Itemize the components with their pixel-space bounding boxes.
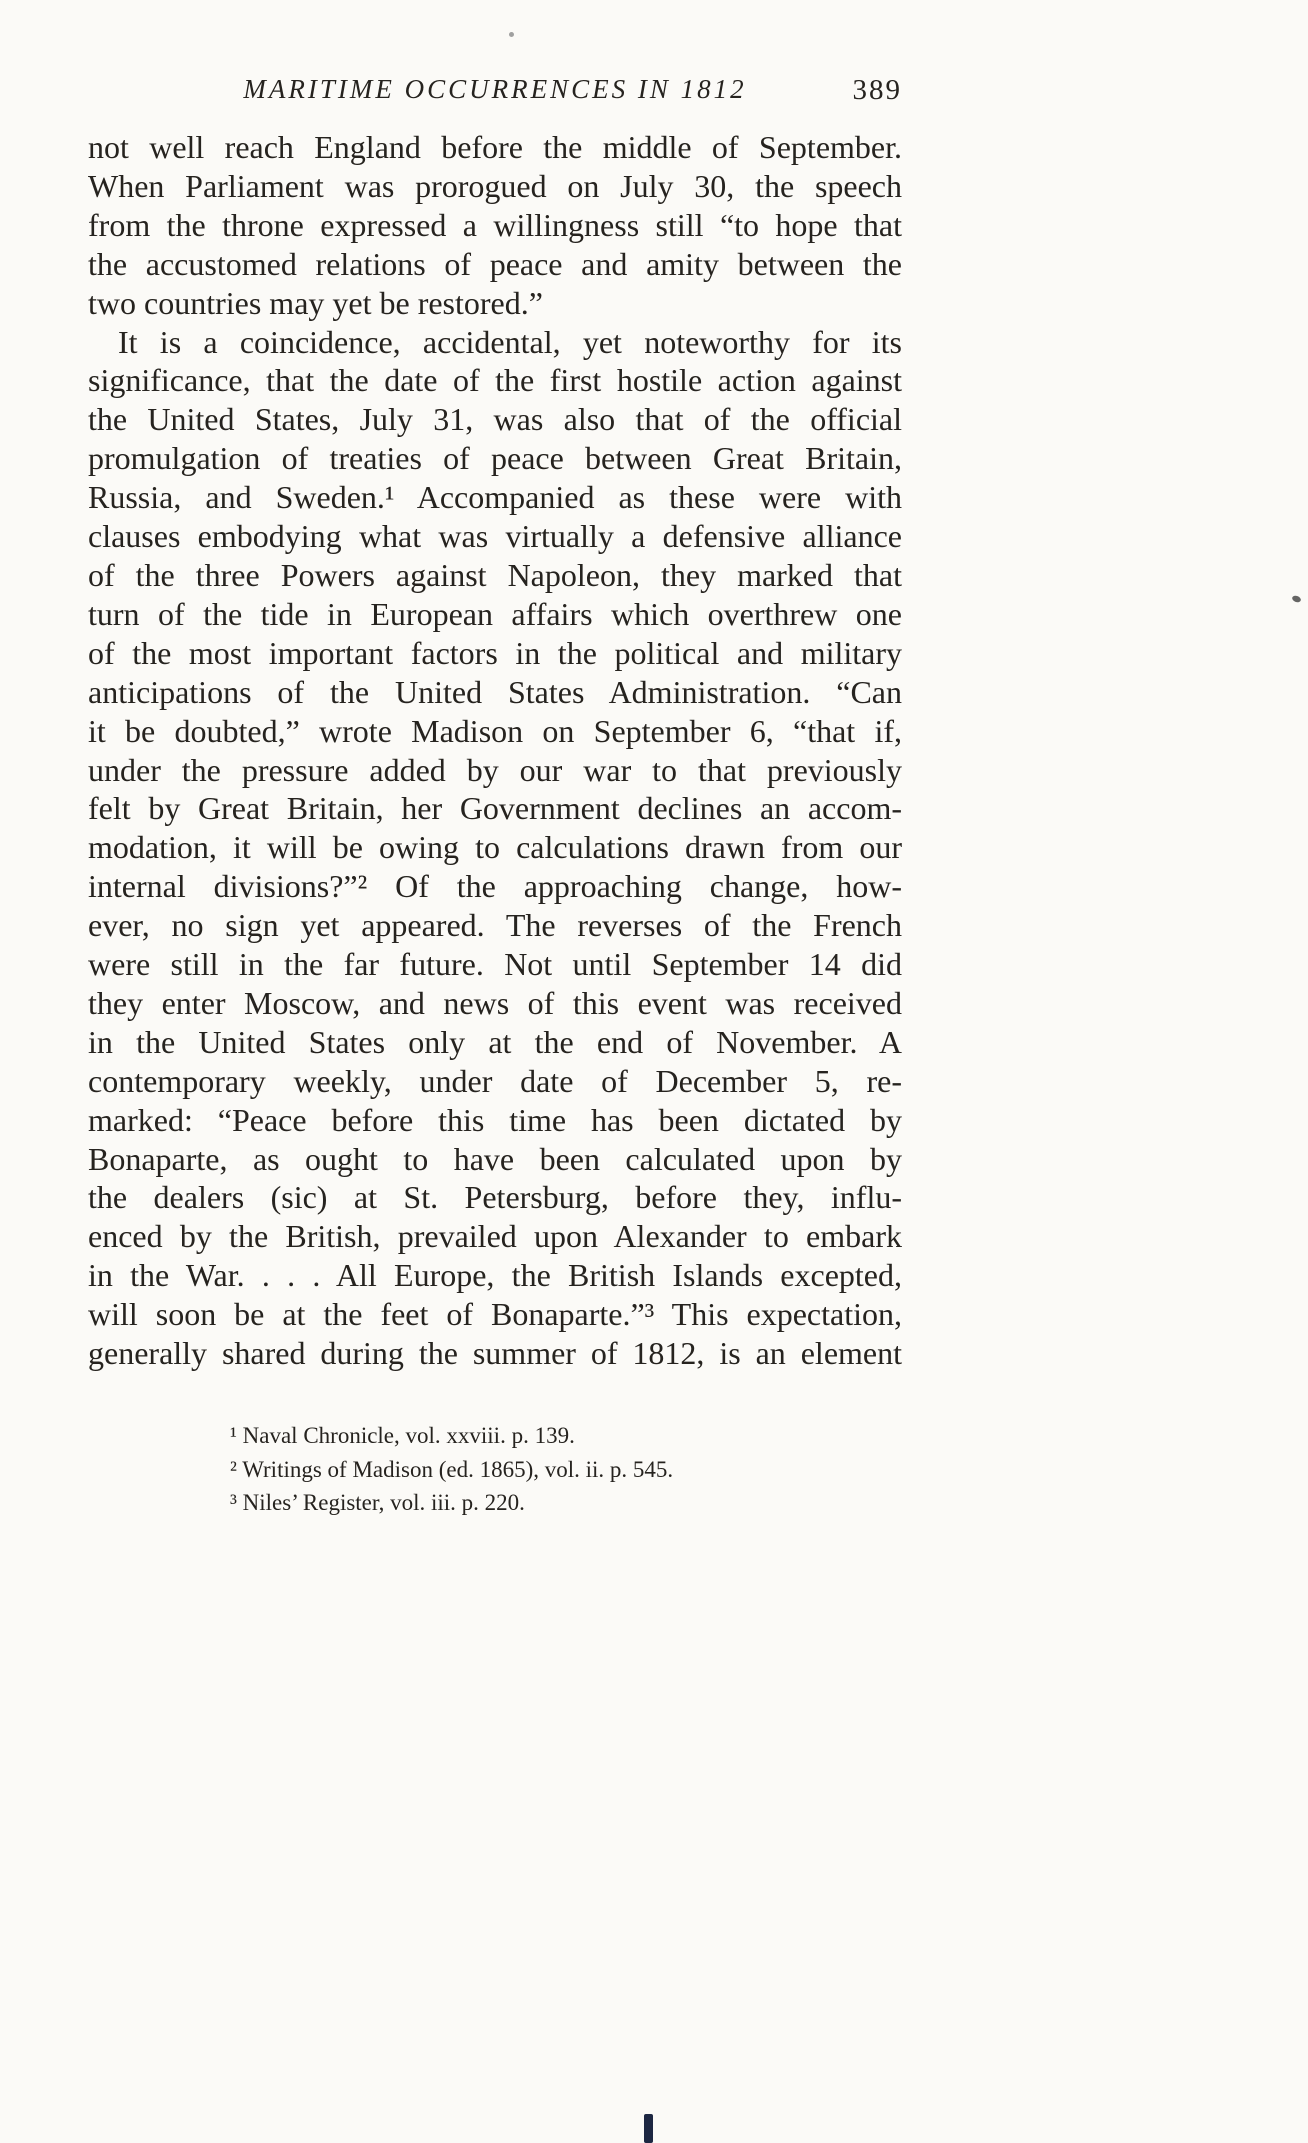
text-line: under the pressure added by our war to that previously: [88, 751, 902, 788]
text-line: contemporary weekly, under date of December 5, re-: [88, 1062, 902, 1099]
scan-speck-right: [1291, 595, 1302, 604]
footnote: ² Writings of Madison (ed. 1865), vol. ii. p. 545.: [230, 1456, 674, 1482]
text-line: of the most important factors in the political and military: [88, 634, 902, 671]
text-line: anticipations of the United States Administration. “Can: [88, 673, 902, 710]
text-line: generally shared during the summer of 1812, is an element: [88, 1335, 902, 1372]
running-title: MARITIME OCCURRENCES IN 1812: [243, 74, 747, 104]
text-line: internal divisions?”² Of the approaching change, how-: [88, 868, 902, 905]
text-line: not well reach England before the middle of September.: [88, 129, 902, 165]
body-text: [88, 128, 902, 1373]
text-line: will soon be at the feet of Bonaparte.”³ This expectation,: [88, 1296, 902, 1333]
text-line: significance, that the date of the first hostile action against: [88, 362, 902, 399]
text-line: enced by the British, prevailed upon Alexander to embark: [88, 1218, 902, 1255]
text-line: were still in the far future. Not until September 14 did: [88, 946, 902, 983]
footnote: ³ Niles’ Register, vol. iii. p. 220.: [230, 1490, 525, 1515]
text-line: modation, it will be owing to calculations drawn from our: [88, 829, 902, 866]
text-line: in the War. . . . All Europe, the British Islands excepted,: [88, 1257, 902, 1294]
text-line: the United States, July 31, was also that of the official: [88, 401, 902, 438]
text-line: felt by Great Britain, her Government declines an accom-: [88, 790, 902, 827]
text-line: It is a coincidence, accidental, yet noteworthy for its: [118, 323, 902, 360]
text-line: Bonaparte, as ought to have been calculated upon by: [88, 1140, 902, 1177]
text-line: marked: “Peace before this time has been dictated by: [88, 1101, 902, 1138]
paragraph: [88, 128, 902, 323]
text-line: the dealers (sic) at St. Petersburg, before they, influ-: [88, 1179, 902, 1216]
text-line: clauses embodying what was virtually a defensive alliance: [88, 518, 902, 555]
text-line: it be doubted,” wrote Madison on September 6, “that if,: [88, 712, 902, 749]
page-number: 389: [852, 74, 902, 106]
text-line: of the three Powers against Napoleon, they marked that: [88, 556, 902, 593]
text-line: from the throne expressed a willingness still “to hope that: [88, 206, 902, 243]
scan-mark-bottom: [644, 2114, 653, 2143]
text-line: promulgation of treaties of peace between Great Britain,: [88, 440, 902, 477]
text-line: ever, no sign yet appeared. The reverses of the French: [88, 907, 902, 944]
text-line: When Parliament was prorogued on July 30, the speech: [88, 167, 902, 204]
footnote: ¹ Naval Chronicle, vol. xxviii. p. 139.: [230, 1423, 575, 1448]
page-header: [88, 72, 902, 110]
scan-speck-top: [509, 32, 514, 37]
text-line: two countries may yet be restored.”: [88, 284, 543, 321]
text-line: the accustomed relations of peace and amity between the: [88, 245, 902, 282]
text-line: turn of the tide in European affairs which overthrew one: [88, 595, 902, 632]
text-line: in the United States only at the end of November. A: [88, 1023, 902, 1060]
text-line: Russia, and Sweden.¹ Accompanied as these were with: [88, 479, 902, 516]
text-line: they enter Moscow, and news of this event was received: [88, 984, 902, 1021]
footnotes: [230, 1419, 910, 1520]
paragraph: [88, 323, 902, 1373]
